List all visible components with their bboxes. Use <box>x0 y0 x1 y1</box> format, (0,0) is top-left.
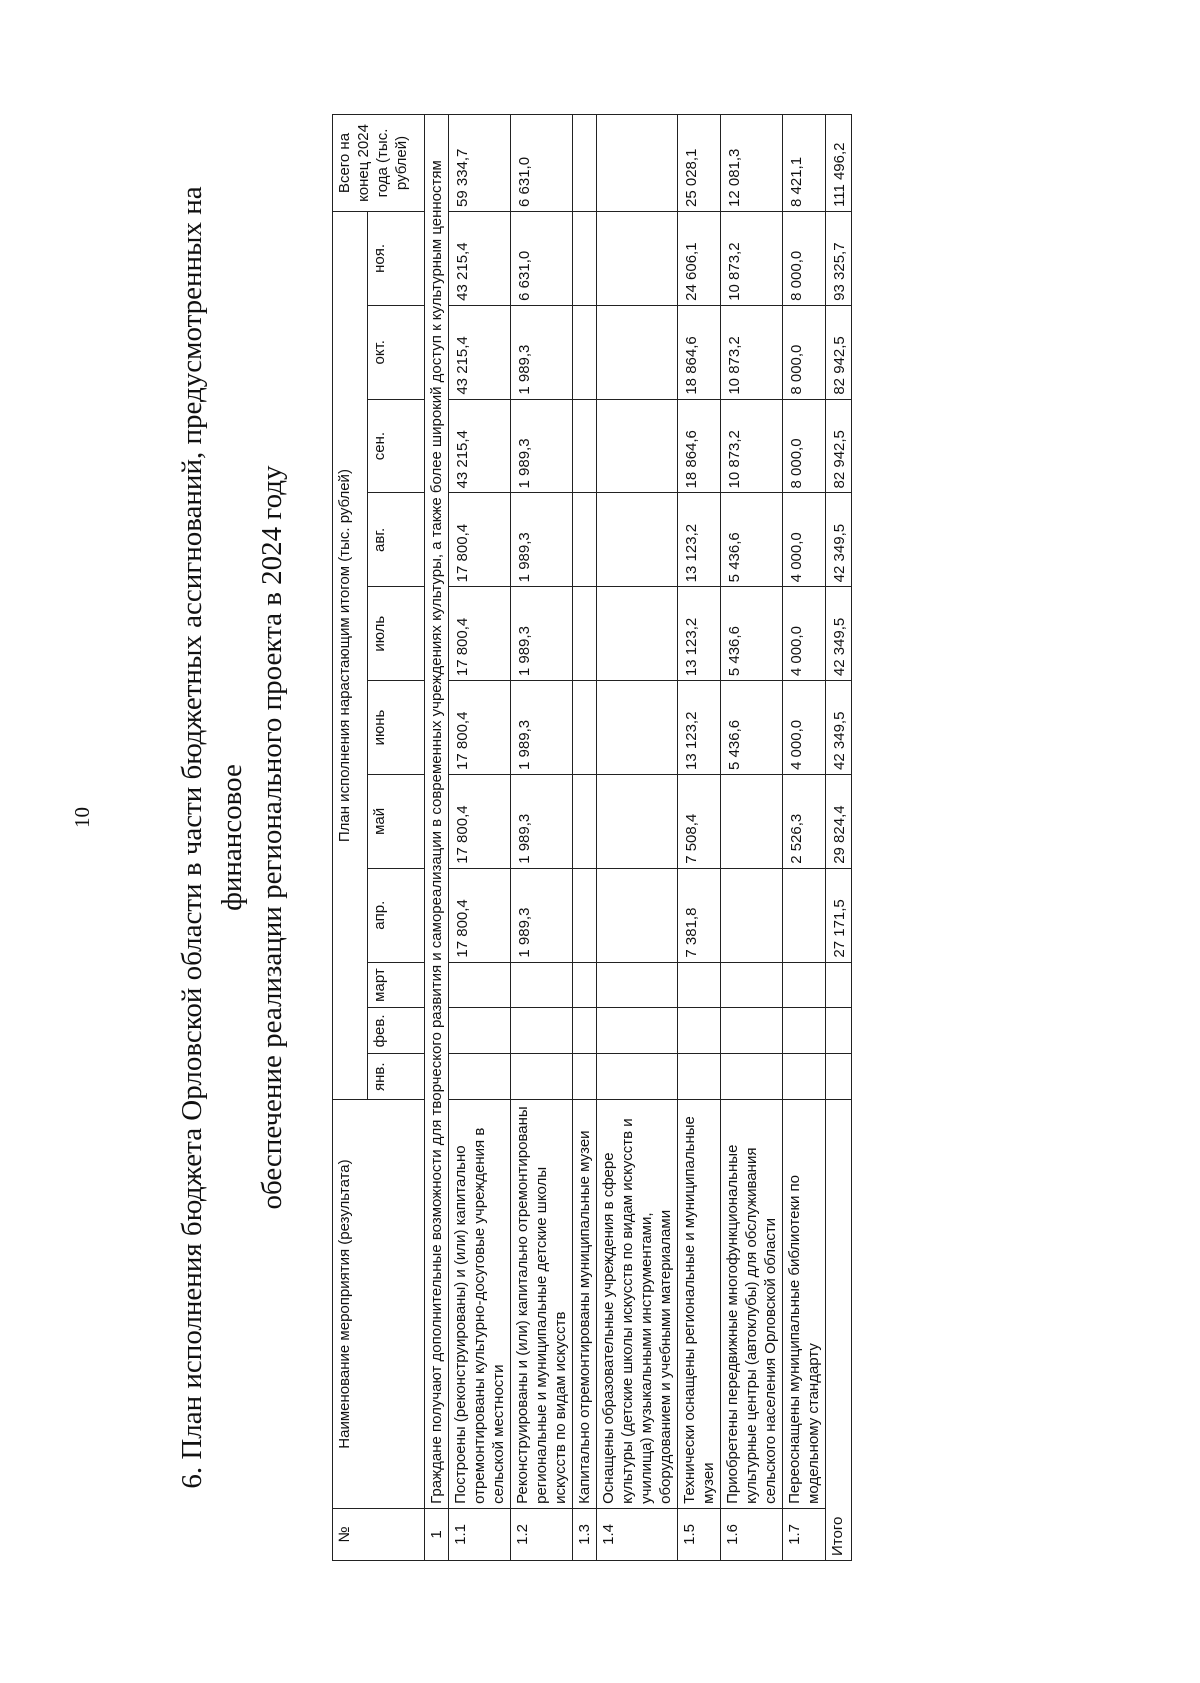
row-month-value <box>721 1054 783 1100</box>
table-row <box>597 115 678 1561</box>
row-month-value: 17 800,4 <box>449 774 511 868</box>
row-month-value <box>573 681 597 775</box>
row-month-value <box>597 681 678 775</box>
row-month-value <box>573 868 597 962</box>
row-month-value: 1 989,3 <box>511 587 573 681</box>
header-num: № <box>333 1508 425 1560</box>
header-plan: План исполнения нарастающим итогом (тыс. рублей) <box>333 212 368 1100</box>
row-total: 25 028,1 <box>678 115 721 212</box>
row-month-value: 4 000,0 <box>783 493 826 587</box>
header-month: май <box>368 774 425 868</box>
row-month-value <box>597 962 678 1008</box>
row-month-value <box>597 1054 678 1100</box>
row-total: 59 334,7 <box>449 115 511 212</box>
row-num: 1.4 <box>597 1508 678 1560</box>
rotated-page-content <box>172 114 852 1561</box>
row-num: 1.6 <box>721 1508 783 1560</box>
itogo-month-value: 82 942,5 <box>826 399 852 493</box>
row-month-value <box>597 774 678 868</box>
row-month-value <box>597 868 678 962</box>
row-month-value: 4 000,0 <box>783 681 826 775</box>
row-month-value: 4 000,0 <box>783 587 826 681</box>
section-text: Граждане получают дополнительные возможности для творческого развития и самореализации в современных учреждениях культуры, а также более широкий доступ к культурным ценностям <box>425 115 449 1509</box>
row-month-value <box>783 962 826 1008</box>
row-total: 12 081,3 <box>721 115 783 212</box>
row-num: 1.3 <box>573 1508 597 1560</box>
row-month-value: 13 123,2 <box>678 681 721 775</box>
itogo-label: Итого <box>826 1100 852 1561</box>
itogo-row <box>826 115 852 1561</box>
row-month-value: 6 631,0 <box>511 212 573 306</box>
document-title <box>172 114 292 1561</box>
section-row <box>425 115 449 1561</box>
itogo-total: 111 496,2 <box>826 115 852 212</box>
row-num: 1.1 <box>449 1508 511 1560</box>
row-month-value: 5 436,6 <box>721 681 783 775</box>
row-month-value: 8 000,0 <box>783 305 826 399</box>
row-month-value <box>449 1054 511 1100</box>
row-month-value: 18 864,6 <box>678 305 721 399</box>
row-month-value <box>573 212 597 306</box>
row-month-value <box>721 1008 783 1054</box>
page-number: 10 <box>70 807 94 828</box>
row-month-value: 8 000,0 <box>783 399 826 493</box>
table-row <box>721 115 783 1561</box>
row-month-value: 43 215,4 <box>449 399 511 493</box>
itogo-month-value <box>826 1008 852 1054</box>
row-total <box>573 115 597 212</box>
row-total: 8 421,1 <box>783 115 826 212</box>
row-total <box>597 115 678 212</box>
row-month-value: 17 800,4 <box>449 587 511 681</box>
header-month: сен. <box>368 399 425 493</box>
itogo-month-value: 93 325,7 <box>826 212 852 306</box>
row-month-value <box>597 399 678 493</box>
row-month-value <box>597 212 678 306</box>
row-month-value: 17 800,4 <box>449 681 511 775</box>
row-month-value <box>721 774 783 868</box>
header-month: авг. <box>368 493 425 587</box>
row-month-value <box>597 587 678 681</box>
row-name: Капитально отремонтированы муниципальные музеи <box>573 1100 597 1509</box>
row-name: Реконструированы и (или) капитально отремонтированы региональные и муниципальные детские школы искусств по видам искусств <box>511 1100 573 1509</box>
itogo-month-value: 42 349,5 <box>826 681 852 775</box>
itogo-month-value <box>826 962 852 1008</box>
row-month-value: 10 873,2 <box>721 305 783 399</box>
row-total: 6 631,0 <box>511 115 573 212</box>
row-month-value: 24 606,1 <box>678 212 721 306</box>
row-month-value <box>783 868 826 962</box>
row-name: Построены (реконструированы) и (или) капитально отремонтированы культурно-досуговые учреждения в сельской местности <box>449 1100 511 1509</box>
itogo-month-value: 82 942,5 <box>826 305 852 399</box>
row-month-value: 7 508,4 <box>678 774 721 868</box>
row-month-value <box>678 1008 721 1054</box>
row-month-value <box>783 1008 826 1054</box>
row-month-value <box>449 1008 511 1054</box>
header-month: июль <box>368 587 425 681</box>
row-month-value <box>573 305 597 399</box>
header-name: Наименование мероприятия (результата) <box>333 1100 425 1509</box>
row-month-value: 7 381,8 <box>678 868 721 962</box>
table-row <box>783 115 826 1561</box>
row-month-value <box>721 868 783 962</box>
row-month-value <box>449 962 511 1008</box>
row-month-value: 13 123,2 <box>678 587 721 681</box>
header-month: март <box>368 962 425 1008</box>
row-month-value <box>511 1054 573 1100</box>
title-line-2: обеспечение реализации регионального проекта в 2024 году <box>256 465 288 1210</box>
row-month-value: 18 864,6 <box>678 399 721 493</box>
row-month-value <box>573 493 597 587</box>
header-month: янв. <box>368 1054 425 1100</box>
itogo-month-value: 27 171,5 <box>826 868 852 962</box>
row-name: Оснащены образовательные учреждения в сфере культуры (детские школы искусств по видам искусств и училища) музыкальными инструментами, оборудованием и учебными материалами <box>597 1100 678 1509</box>
itogo-month-value <box>826 1054 852 1100</box>
row-month-value: 10 873,2 <box>721 212 783 306</box>
header-month: апр. <box>368 868 425 962</box>
row-month-value <box>573 1008 597 1054</box>
itogo-month-value: 42 349,5 <box>826 493 852 587</box>
budget-plan-table <box>332 114 852 1561</box>
row-name: Переоснащены муниципальные библиотеки по модельному стандарту <box>783 1100 826 1509</box>
row-month-value: 10 873,2 <box>721 399 783 493</box>
row-month-value: 1 989,3 <box>511 868 573 962</box>
table-row <box>678 115 721 1561</box>
row-month-value <box>573 962 597 1008</box>
row-month-value <box>597 305 678 399</box>
row-month-value: 8 000,0 <box>783 212 826 306</box>
header-month: июнь <box>368 681 425 775</box>
table-row <box>511 115 573 1561</box>
row-month-value: 17 800,4 <box>449 868 511 962</box>
row-month-value: 2 526,3 <box>783 774 826 868</box>
row-month-value <box>783 1054 826 1100</box>
row-month-value: 5 436,6 <box>721 493 783 587</box>
row-num: 1.2 <box>511 1508 573 1560</box>
itogo-month-value: 29 824,4 <box>826 774 852 868</box>
row-month-value <box>721 962 783 1008</box>
row-month-value: 1 989,3 <box>511 399 573 493</box>
row-month-value <box>678 962 721 1008</box>
header-total: Всего на конец 2024 года (тыс. рублей) <box>333 115 425 212</box>
header-row-top <box>333 115 368 1561</box>
row-month-value: 1 989,3 <box>511 493 573 587</box>
row-name: Технически оснащены региональные и муниципальные музеи <box>678 1100 721 1509</box>
itogo-month-value: 42 349,5 <box>826 587 852 681</box>
row-month-value <box>573 1054 597 1100</box>
row-month-value <box>597 1008 678 1054</box>
row-month-value: 17 800,4 <box>449 493 511 587</box>
section-num: 1 <box>425 1508 449 1560</box>
header-month: окт. <box>368 305 425 399</box>
row-month-value <box>573 774 597 868</box>
header-month: ноя. <box>368 212 425 306</box>
row-month-value: 1 989,3 <box>511 681 573 775</box>
row-num: 1.5 <box>678 1508 721 1560</box>
row-month-value: 1 989,3 <box>511 305 573 399</box>
row-num: 1.7 <box>783 1508 826 1560</box>
row-month-value: 43 215,4 <box>449 305 511 399</box>
row-month-value <box>511 1008 573 1054</box>
row-month-value <box>597 493 678 587</box>
row-month-value <box>573 587 597 681</box>
title-line-1: 6. План исполнения бюджета Орловской области в части бюджетных ассигнований, предусмотренных на финансовое <box>176 186 248 1489</box>
row-month-value <box>511 962 573 1008</box>
table-row <box>449 115 511 1561</box>
row-name: Приобретены передвижные многофункциональные культурные центры (автоклубы) для обслуживания сельского населения Орловской области <box>721 1100 783 1509</box>
header-month: фев. <box>368 1008 425 1054</box>
row-month-value <box>678 1054 721 1100</box>
table-row <box>573 115 597 1561</box>
row-month-value: 1 989,3 <box>511 774 573 868</box>
row-month-value: 43 215,4 <box>449 212 511 306</box>
row-month-value: 5 436,6 <box>721 587 783 681</box>
row-month-value <box>573 399 597 493</box>
row-month-value: 13 123,2 <box>678 493 721 587</box>
